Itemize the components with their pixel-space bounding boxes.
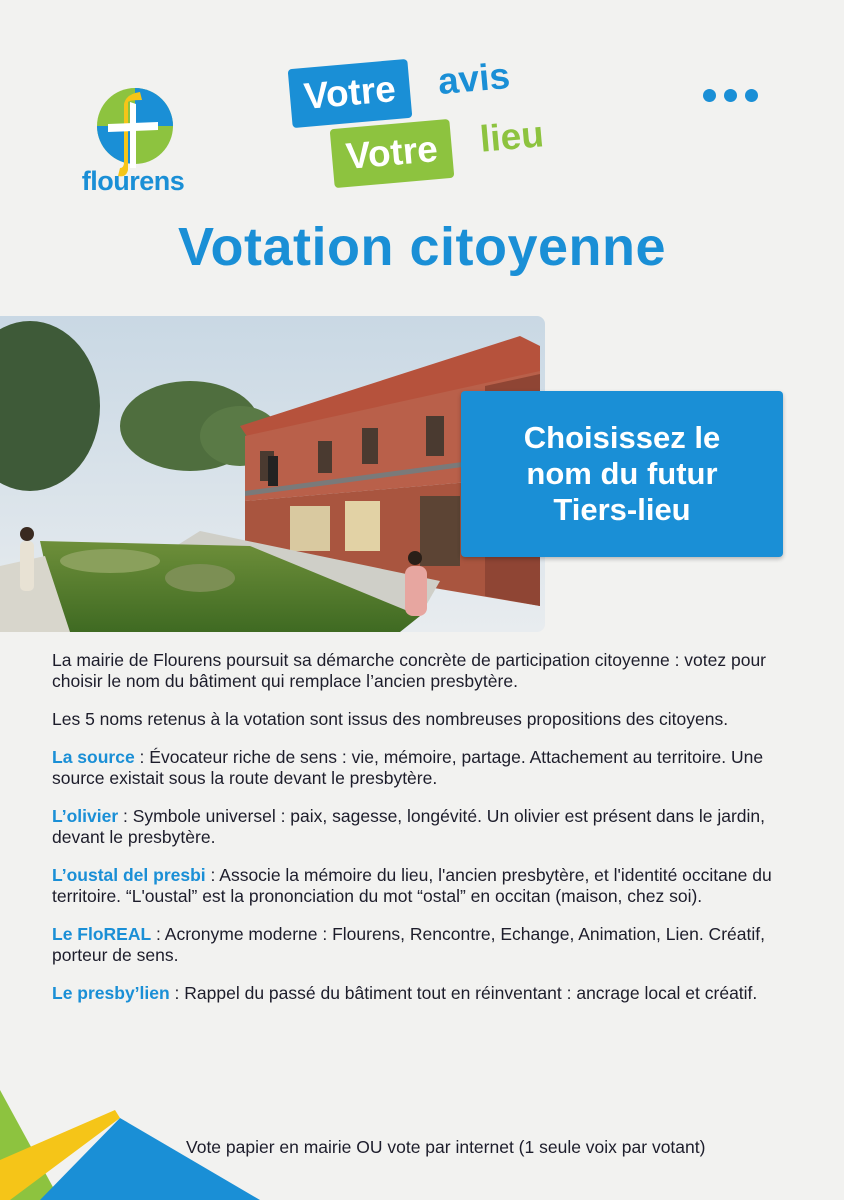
option-name: L’olivier (52, 806, 119, 826)
callout-line-1: Choisissez le (523, 420, 721, 455)
option-description: : Acronyme moderne : Flourens, Rencontre, Echange, Animation, Lien. Créatif, porteur de sens. (52, 924, 765, 965)
intro-paragraph-2: Les 5 noms retenus à la votation sont issus des nombreuses propositions des citoyens. (52, 709, 729, 729)
option-l-olivier (52, 806, 797, 848)
page-title: Votation citoyenne (177, 217, 667, 277)
option-description: : Symbole universel : paix, sagesse, longévité. Un olivier est présent dans le jardin, devant le presbytère. (52, 806, 765, 847)
option-name: Le presby’lien (52, 983, 170, 1003)
option-name: La source (52, 747, 135, 767)
option-description: : Associe la mémoire du lieu, l'ancien presbytère, et l'identité occitane du territoire. “L'oustal” est la prononciation du mot “ostal” en occitan (maison, chez soi). (52, 865, 772, 906)
option-name: L’oustal del presbi (52, 865, 206, 885)
callout-line-2: nom du futur (526, 456, 718, 491)
footer-voting-info: Vote papier en mairie OU vote par internet (1 seule voix par votant) (186, 1137, 706, 1157)
option-le-presby-lien (52, 983, 797, 1004)
callout-line-3: Tiers-lieu (553, 492, 691, 527)
avis-word: avis (436, 54, 512, 103)
votre-avis-badge: Votre (288, 59, 413, 128)
option-la-source (52, 747, 797, 789)
logo-wordmark: flourens (81, 166, 185, 196)
intro-paragraph-1: La mairie de Flourens poursuit sa démarche concrète de participation citoyenne : votez pour choisir le nom du bâtiment qui remplace l’ancien presbytère. (52, 650, 767, 691)
votre-lieu-badge: Votre (330, 119, 455, 188)
option-description: : Évocateur riche de sens : vie, mémoire, partage. Attachement au territoire. Une source existait sous la route devant le presbytère. (52, 747, 764, 788)
option-le-floreal (52, 924, 797, 966)
option-description: : Rappel du passé du bâtiment tout en réinventant : ancrage local et créatif. (169, 983, 758, 1003)
choose-name-callout (461, 391, 783, 557)
option-l-oustal-del-presbi (52, 865, 797, 907)
ellipsis-icon (703, 89, 758, 102)
option-name: Le FloREAL (52, 924, 152, 944)
body-text (52, 650, 797, 1021)
lieu-word: lieu (478, 113, 546, 160)
